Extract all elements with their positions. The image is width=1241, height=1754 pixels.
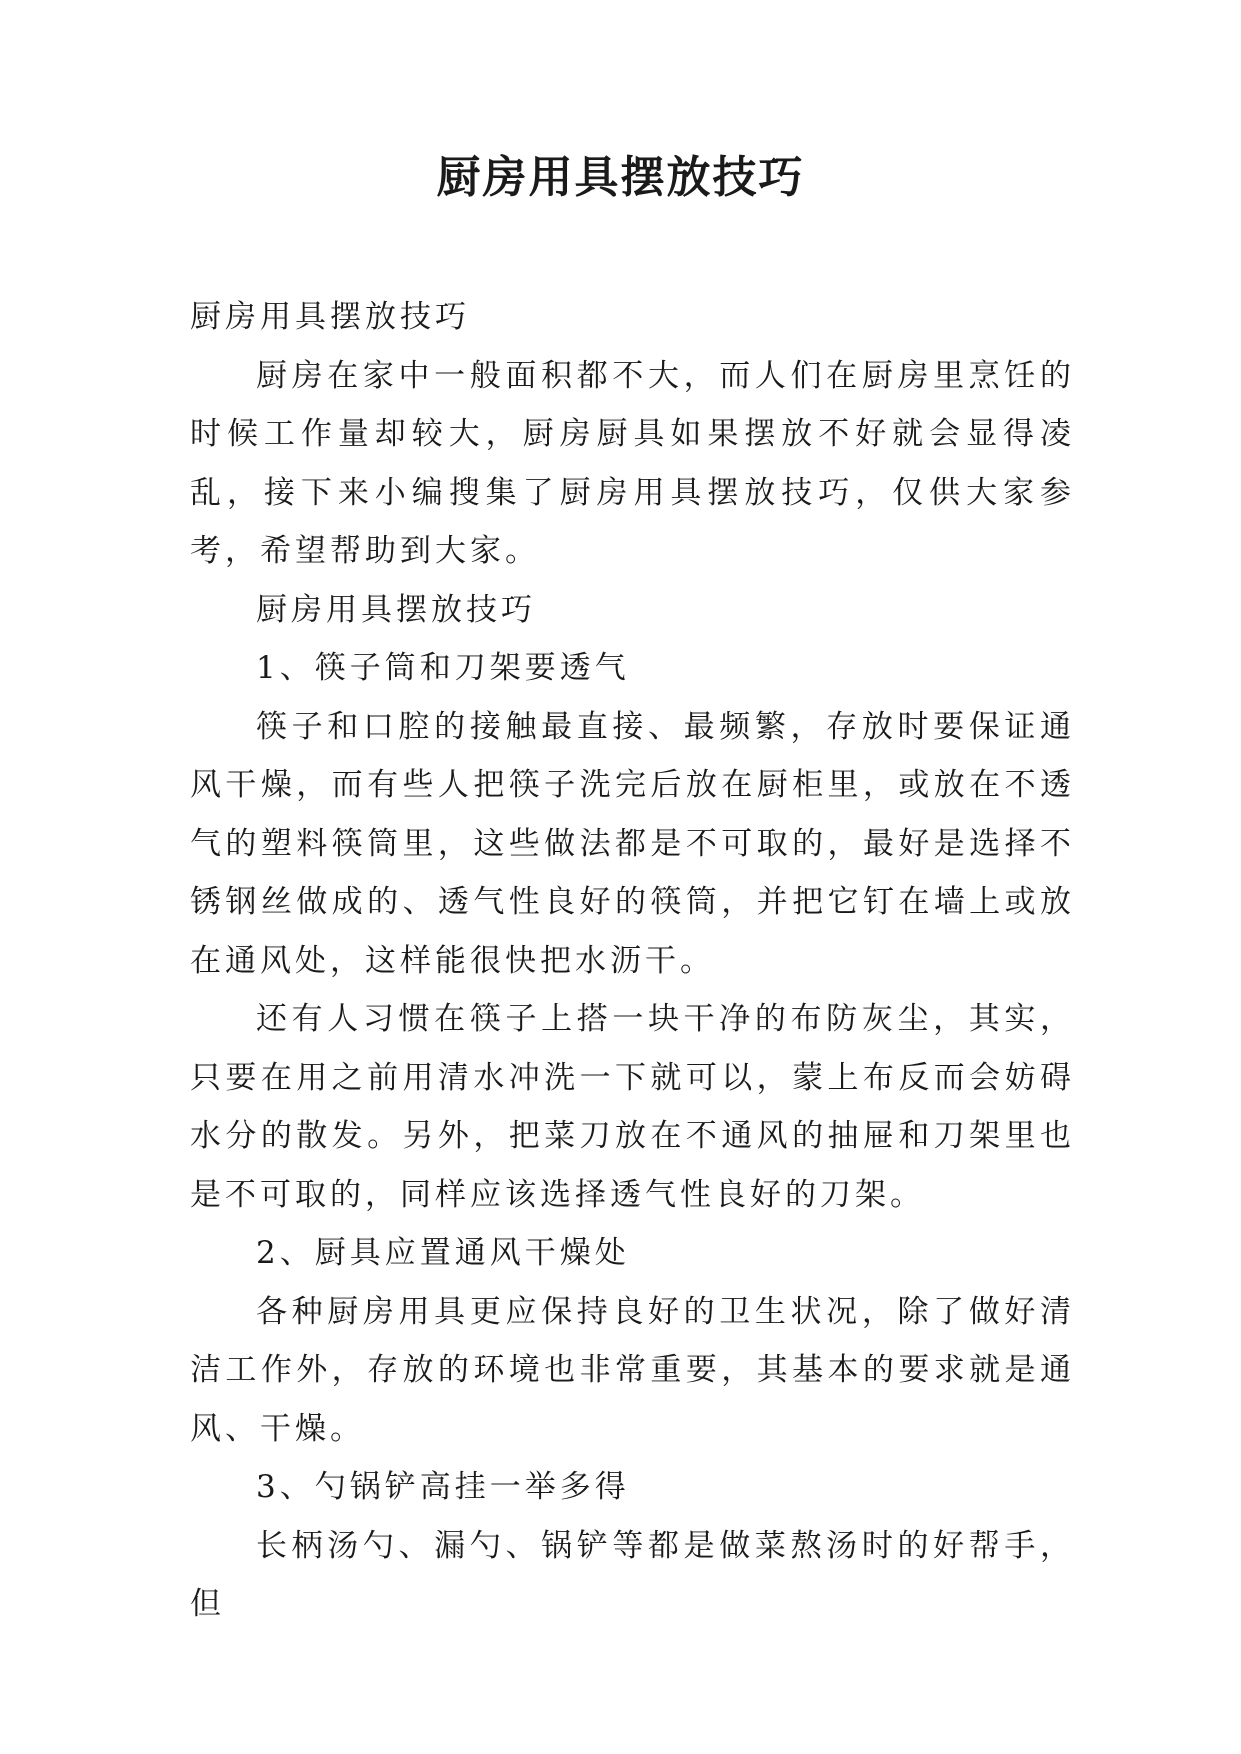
document-body bbox=[190, 288, 1075, 1634]
paragraph: 筷子和口腔的接触最直接、最频繁，存放时要保证通风干燥，而有些人把筷子洗完后放在厨柜里，或放在不透气的塑料筷筒里，这些做法都是不可取的，最好是选择不锈钢丝做成的、透气性良好的筷筒，并把它钉在墙上或放在通风处，这样能很快把水沥干。 bbox=[190, 708, 1075, 979]
paragraph: 长柄汤勺、漏勺、锅铲等都是做菜熬汤时的好帮手，但 bbox=[190, 1527, 1075, 1622]
section-heading: 1、筷子筒和刀架要透气 bbox=[256, 650, 630, 686]
paragraph: 厨房用具摆放技巧 bbox=[256, 591, 536, 628]
section-heading: 2、厨具应置通风干燥处 bbox=[256, 1235, 630, 1271]
paragraph: 厨房在家中一般面积都不大，而人们在厨房里烹饪的时候工作量却较大，厨房厨具如果摆放不好就会显得凌乱，接下来小编搜集了厨房用具摆放技巧，仅供大家参考，希望帮助到大家。 bbox=[190, 357, 1075, 569]
paragraph: 还有人习惯在筷子上搭一块干净的布防灰尘，其实，只要在用之前用清水冲洗一下就可以，蒙上布反而会妨碍水分的散发。另外，把菜刀放在不通风的抽屉和刀架里也是不可取的，同样应该选择透气性良好的刀架。 bbox=[190, 1001, 1075, 1213]
paragraph: 各种厨房用具更应保持良好的卫生状况，除了做好清洁工作外，存放的环境也非常重要，其基本的要求就是通风、干燥。 bbox=[190, 1293, 1075, 1447]
section-heading: 3、勺锅铲高挂一举多得 bbox=[256, 1469, 630, 1505]
paragraph: 厨房用具摆放技巧 bbox=[190, 299, 470, 335]
document-title: 厨房用具摆放技巧 bbox=[436, 152, 805, 203]
